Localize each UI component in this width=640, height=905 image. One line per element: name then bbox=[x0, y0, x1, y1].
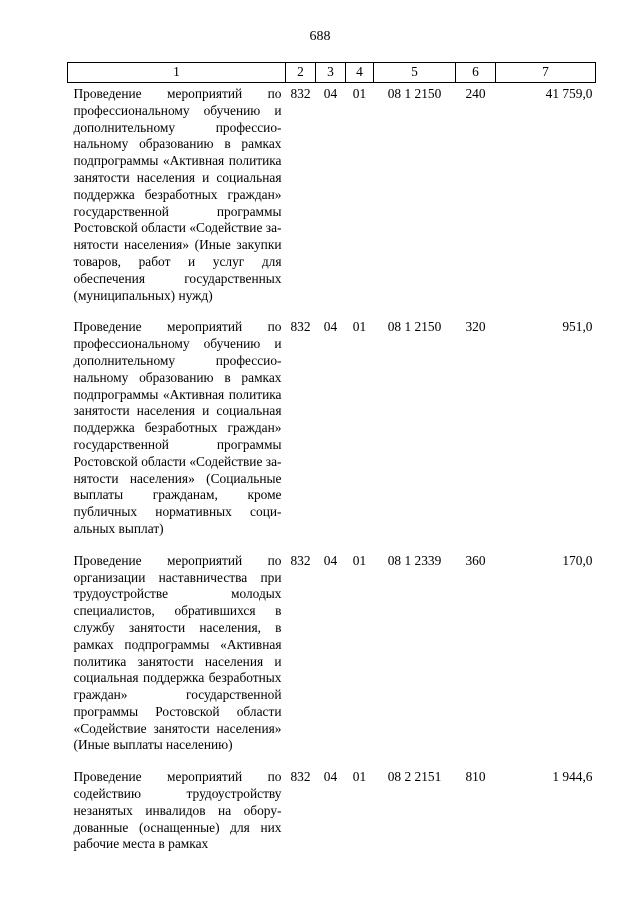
row-subsection-code: 01 bbox=[352, 769, 367, 785]
table-row bbox=[68, 83, 596, 317]
row-ministry-code: 832 bbox=[290, 552, 311, 568]
row-section-code: 04 bbox=[323, 552, 338, 568]
table-row bbox=[68, 550, 596, 767]
budget-table bbox=[67, 62, 596, 865]
row-section-code: 04 bbox=[323, 769, 338, 785]
column-header-2: 2 bbox=[286, 63, 316, 83]
row-target-article: 08 1 2150 bbox=[387, 86, 442, 101]
row-description: Проведение мероприятий по профессиональному обучению и дополнительному профессиональному образованию в рамках подпрограммы «Активная политика занятости населения и социальная поддержка безработных граждан» государственной программы Ростовской области «Содействие занятости населения» (Иные закупки товаров, работ и услуг для обеспечения государственных (муниципальных) нужд) bbox=[73, 86, 282, 303]
row-amount: 951,0 bbox=[562, 319, 593, 335]
row-amount: 1 944,6 bbox=[552, 769, 593, 785]
page-number: 688 bbox=[309, 29, 331, 44]
row-ministry-code: 832 bbox=[290, 319, 311, 335]
row-ministry-code: 832 bbox=[290, 769, 311, 785]
row-description: Проведение мероприятий по организации наставничества при трудоустройстве молодых специалистов, обратившихся в службу занятости населения, в рамках подпрограммы «Активная политика занятости населения и социальная поддержка безработных граждан» государственной программы Ростовской области «Содействие занятости населения» (Иные выплаты населению) bbox=[73, 552, 282, 753]
row-description: Проведение мероприятий по содействию трудоустройству незанятых инвалидов на оборудованные (оснащенные) для них рабочие места в рамках bbox=[73, 769, 282, 852]
column-header-1: 1 bbox=[68, 63, 286, 83]
row-section-code: 04 bbox=[323, 319, 338, 335]
column-header-6: 6 bbox=[456, 63, 496, 83]
row-target-article: 08 1 2150 bbox=[387, 319, 442, 335]
table-header-row bbox=[68, 63, 596, 83]
row-amount: 41 759,0 bbox=[545, 86, 593, 101]
row-expense-type: 810 bbox=[465, 769, 486, 785]
row-target-article: 08 1 2339 bbox=[387, 552, 442, 568]
row-expense-type: 320 bbox=[465, 319, 486, 335]
row-ministry-code: 832 bbox=[290, 86, 311, 101]
row-description: Проведение мероприятий по профессиональному обучению и дополнительному профессиональному образованию в рамках подпрограммы «Активная политика занятости населения и социальная поддержка безработных граждан» государственной программы Ростовской области «Содействие занятости населения» (Социальные выплаты гражданам, кроме публичных нормативных социальных выплат) bbox=[73, 319, 282, 536]
row-subsection-code: 01 bbox=[352, 552, 367, 568]
column-header-5: 5 bbox=[374, 63, 456, 83]
column-header-4: 4 bbox=[346, 63, 374, 83]
row-subsection-code: 01 bbox=[352, 86, 367, 101]
row-target-article: 08 2 2151 bbox=[387, 769, 442, 785]
table-row bbox=[68, 316, 596, 549]
row-subsection-code: 01 bbox=[352, 319, 367, 335]
table-row bbox=[68, 766, 596, 865]
column-header-3: 3 bbox=[316, 63, 346, 83]
row-expense-type: 360 bbox=[465, 552, 486, 568]
row-amount: 170,0 bbox=[562, 552, 593, 568]
column-header-7: 7 bbox=[496, 63, 596, 83]
row-expense-type: 240 bbox=[465, 86, 486, 101]
row-section-code: 04 bbox=[323, 86, 338, 101]
